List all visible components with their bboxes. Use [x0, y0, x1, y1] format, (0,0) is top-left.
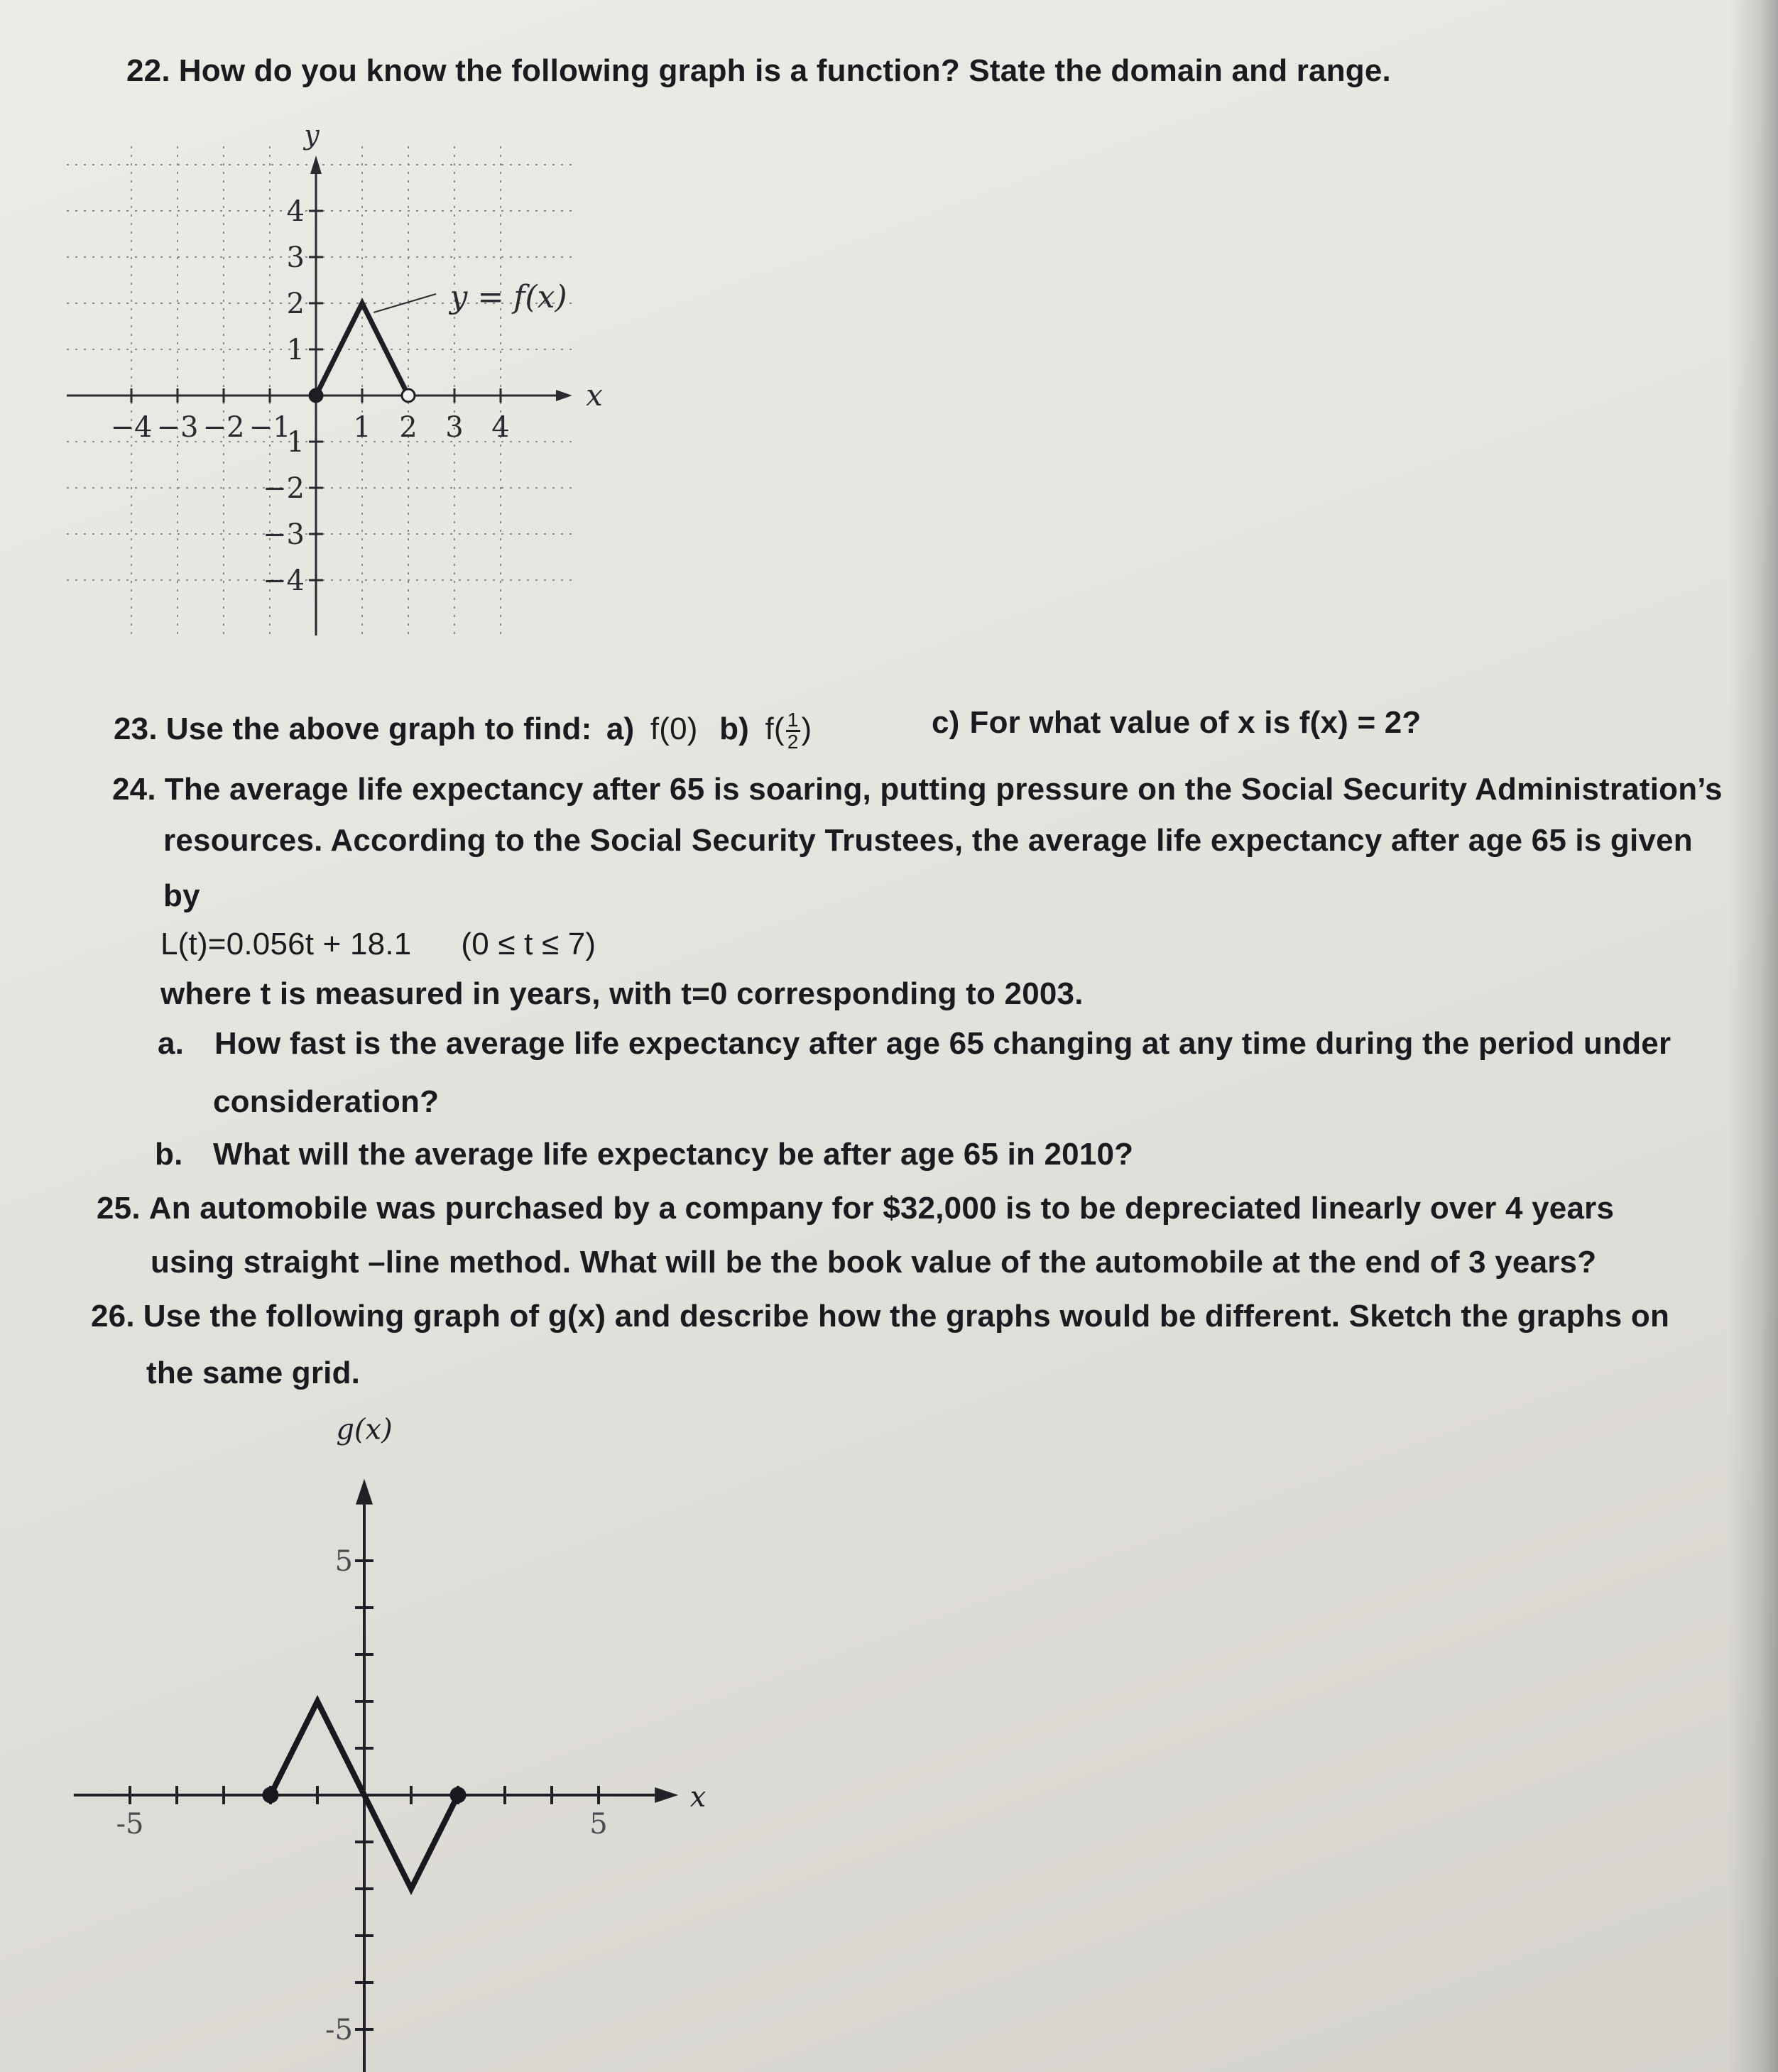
- x-tick-label: −4: [110, 411, 153, 444]
- question-24-b-text: What will the average life expectancy be after age 65 in 2010?: [213, 1137, 1134, 1172]
- question-24-b-label: b.: [155, 1137, 183, 1172]
- question-23-c-text: For what value of x is f(x) = 2?: [969, 705, 1422, 740]
- y-tick-label: 1: [286, 426, 305, 459]
- x-axis-arrow: [655, 1787, 678, 1803]
- x-tick-label: 2: [399, 411, 418, 444]
- question-24-a: [158, 1028, 1671, 1059]
- fraction-one-half: [786, 710, 800, 752]
- y-axis-label: y: [304, 119, 320, 151]
- question-25-line-2: using straight –line method. What will be the book value of the automobile at the end of 3 years?: [151, 1245, 1597, 1280]
- question-24-text-1: The average life expectancy after 65 is soaring, putting pressure on the Social Security Administration’s: [164, 772, 1723, 807]
- question-23-b-prefix: f(: [765, 711, 785, 747]
- y-tick-label: -5: [325, 2014, 353, 2046]
- question-23: [114, 710, 812, 752]
- question-26-number: 26.: [91, 1299, 135, 1334]
- closed-endpoint: [263, 1788, 278, 1802]
- question-26-line-1: [91, 1301, 1669, 1332]
- x-tick-label: −2: [202, 411, 245, 444]
- x-tick-label: −1: [249, 411, 291, 444]
- graph-g-of-x: [85, 1413, 710, 2066]
- question-25-number: 25.: [97, 1191, 141, 1226]
- y-axis-arrow: [356, 1479, 373, 1505]
- x-axis-label: x: [586, 378, 603, 413]
- question-23-a-text: f(0): [650, 711, 698, 747]
- y-tick-label: 2: [286, 288, 305, 320]
- question-24-line-5: where t is measured in years, with t=0 corresponding to 2003.: [160, 976, 1084, 1011]
- x-tick-label: 4: [491, 411, 510, 444]
- question-26-line-2: the same grid.: [146, 1356, 361, 1390]
- x-tick-label: −3: [156, 411, 199, 444]
- question-24-b: [155, 1139, 1133, 1170]
- question-23-intro: Use the above graph to find:: [165, 711, 592, 747]
- formula-domain: (0 ≤ t ≤ 7): [461, 927, 596, 961]
- question-24-number: 24.: [112, 772, 156, 807]
- question-24-a-line-2: consideration?: [213, 1084, 440, 1119]
- question-24-a-text-1: How fast is the average life expectancy after age 65 changing at any time during the period under: [214, 1026, 1671, 1061]
- x-tick-label: 1: [353, 411, 371, 444]
- life-expectancy-formula: L(t)=0.056t + 18.1: [160, 927, 412, 961]
- question-23-b-expr: [765, 709, 812, 753]
- question-25-line-1: [97, 1193, 1614, 1224]
- question-22-number: 22.: [126, 53, 170, 88]
- question-23-c: [932, 707, 1422, 738]
- question-23-number: 23.: [114, 711, 158, 747]
- question-23-c-label: c): [932, 705, 960, 740]
- question-24-a-label: a.: [158, 1026, 185, 1061]
- y-axis-label: g(x): [336, 1413, 393, 1446]
- fraction-denominator: 2: [787, 731, 799, 753]
- question-24-formula-line: [160, 929, 596, 960]
- question-23-b-suffix: ): [801, 711, 812, 747]
- question-25-text-1: An automobile was purchased by a company for $32,000 is to be depreciated linearly over 4 years: [148, 1191, 1615, 1226]
- fraction-numerator: 1: [787, 709, 799, 731]
- question-23-a-label: a): [606, 711, 635, 747]
- x-tick-label: -5: [116, 1808, 144, 1841]
- x-tick-label: 3: [445, 411, 464, 444]
- x-axis-arrow: [556, 390, 572, 401]
- function-label: y = f(x): [449, 279, 567, 315]
- y-tick-label: −4: [263, 565, 305, 597]
- question-22-text: How do you know the following graph is a function? State the domain and range.: [178, 53, 1391, 88]
- question-26-text-1: Use the following graph of g(x) and describe how the graphs would be different. Sketch the graphs on: [143, 1299, 1670, 1334]
- page-edge-shadow: [1728, 0, 1778, 2072]
- x-axis-label: x: [689, 1781, 707, 1814]
- y-tick-label: 4: [286, 195, 305, 228]
- question-24-line-3: by: [163, 878, 200, 913]
- y-tick-label: −2: [263, 472, 305, 505]
- open-endpoint: [402, 389, 415, 402]
- y-tick-label: 5: [334, 1545, 353, 1578]
- question-24-line-2: resources. According to the Social Security Trustees, the average life expectancy after age 65 is given: [163, 823, 1693, 858]
- y-axis-arrow: [310, 156, 322, 174]
- graph-f-of-x: [71, 119, 603, 632]
- y-tick-label: 1: [286, 334, 305, 366]
- x-tick-label: 5: [589, 1808, 608, 1841]
- y-tick-label: 3: [286, 241, 305, 274]
- question-24-line-1: [112, 774, 1723, 805]
- closed-endpoint: [451, 1788, 465, 1802]
- closed-endpoint: [310, 389, 322, 402]
- question-23-b-label: b): [719, 711, 750, 747]
- y-tick-label: −3: [263, 518, 305, 551]
- question-22: [126, 55, 1391, 87]
